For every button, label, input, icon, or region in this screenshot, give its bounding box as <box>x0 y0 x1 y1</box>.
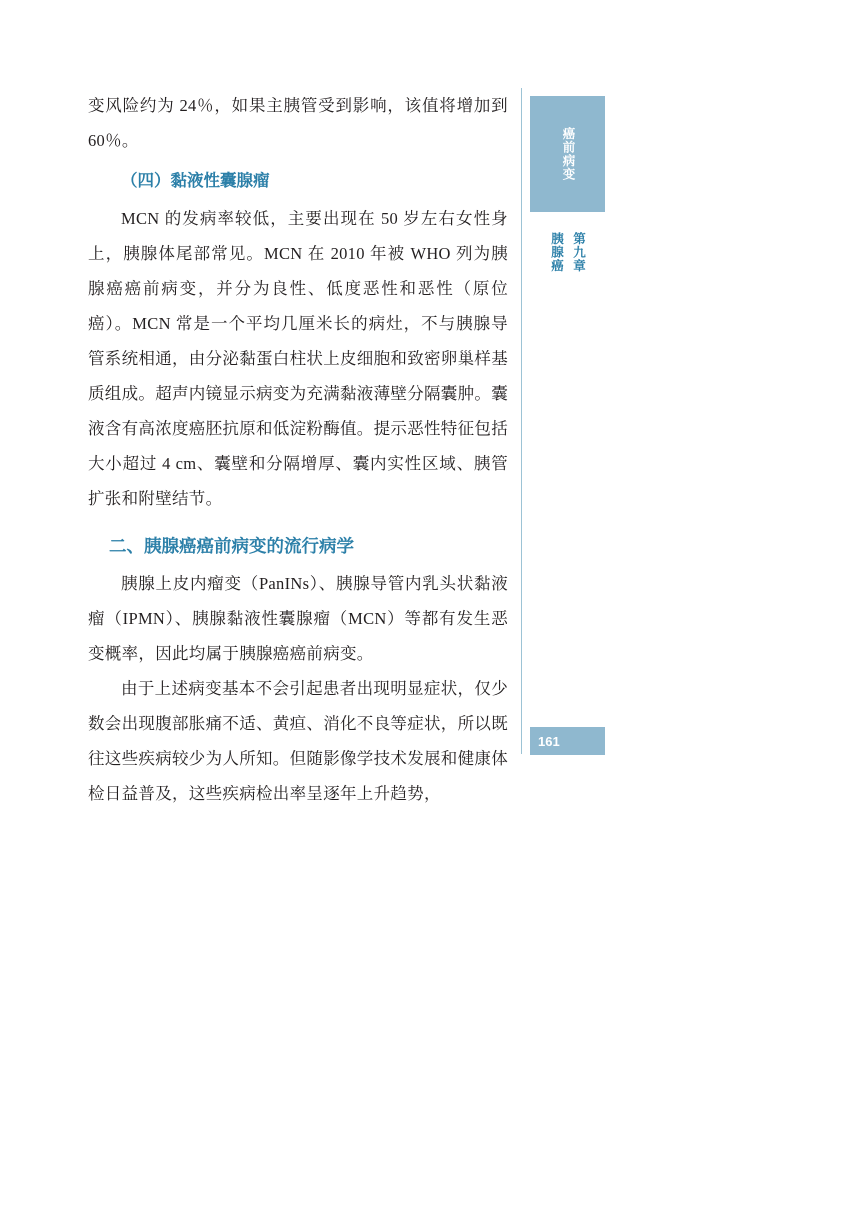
section-heading-epidemiology: 二、胰腺癌癌前病变的流行病学 <box>109 536 354 556</box>
column-divider-rule <box>521 88 522 754</box>
side-tab-precancerous-lesion <box>530 96 605 212</box>
page-number-badge <box>530 727 605 755</box>
chapter-marker-number: 第九章 <box>571 232 586 273</box>
chapter-marker <box>530 232 605 362</box>
side-tab-label: 癌前病变 <box>561 127 575 181</box>
paragraph-epidemiology-2: 由于上述病变基本不会引起患者出现明显症状，仅少数会出现腹部胀痛不适、黄疸、消化不良等症状，所以既往这些疾病较少为人所知。但随影像学技术发展和健康体检日益普及，这些疾病检出率呈逐年上升趋势， <box>88 679 508 803</box>
page-number-label: 161 <box>538 733 560 749</box>
paragraph-mcn: MCN 的发病率较低，主要出现在 50 岁左右女性身上，胰腺体尾部常见。MCN 在 2010 年被 WHO 列为胰腺癌癌前病变，并分为良性、低度恶性和恶性（原位癌）。MCN 常是一个平均几厘米长的病灶，不与胰腺导管系统相通，由分泌黏蛋白柱状上皮细胞和致密卵巢样基质组成。超声内镜显示病变为充满黏液薄壁分隔囊肿。囊液含有高浓度癌胚抗原和低淀粉酶值。提示恶性特征包括大小超过 4 cm、囊壁和分隔增厚、囊内实性区域、胰管扩张和附壁结节。 <box>88 209 508 508</box>
main-text-column <box>88 88 508 811</box>
paragraph-continued: 变风险约为 24％，如果主胰管受到影响，该值将增加到 60％。 <box>88 96 508 150</box>
sub-heading-mucinous-cystadenoma: （四）黏液性囊腺瘤 <box>121 172 270 190</box>
chapter-marker-title: 胰腺癌 <box>549 232 564 273</box>
paragraph-epidemiology-1: 胰腺上皮内瘤变（PanINs）、胰腺导管内乳头状黏液瘤（IPMN）、胰腺黏液性囊腺瘤（MCN）等都有发生恶变概率，因此均属于胰腺癌癌前病变。 <box>88 574 508 663</box>
